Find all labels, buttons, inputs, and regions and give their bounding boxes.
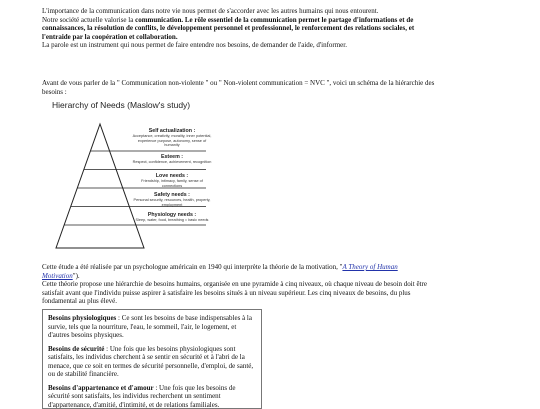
- box-item-security: [48, 345, 256, 379]
- level-name: Safety needs :: [132, 192, 212, 198]
- level-name: Self actualization :: [132, 128, 212, 134]
- level-self-actualization: [132, 128, 212, 148]
- diagram-title: Hierarchy of Needs (Maslow's study): [52, 100, 190, 110]
- study-line-1: [42, 263, 437, 280]
- intro-line-2: [42, 16, 437, 42]
- maslow-diagram: [46, 100, 301, 260]
- level-physiology-needs: [132, 212, 212, 223]
- theory-link[interactable]: A Theory of Human Motivation: [42, 263, 398, 280]
- level-name: Love needs :: [132, 173, 212, 179]
- box-item-belonging: [48, 384, 256, 409]
- nvc-note: Avant de vous parler de la " Communication non-violente " ou " Non-violent communication = NVC ", voici un schéma de la hiérarchie des besoins :: [42, 79, 437, 96]
- level-description: Acceptance, creativity, morality, inner potential, experience purpose, autonomy, sense of humanity: [132, 134, 212, 148]
- study-text: Cette étude a été réalisée par un psychologue américain en 1940 qui interprète la théorie de la motivation, ": [42, 263, 342, 271]
- box-term: Besoins de sécurité: [48, 345, 104, 353]
- level-name: Esteem :: [132, 154, 212, 160]
- intro-line-2-text: Notre société actuelle valorise la: [42, 16, 135, 24]
- level-description: Sleep, water, food, breathing = basic needs: [132, 218, 212, 223]
- study-section: [42, 263, 437, 306]
- level-love-needs: [132, 173, 212, 188]
- study-suffix: ").: [73, 272, 80, 280]
- needs-box: [42, 309, 262, 409]
- box-term: Besoins d'appartenance et d'amour: [48, 384, 154, 392]
- box-text: : Une fois que les besoins de sécurité sont satisfaits, les individus recherchent un sentiment d'appartenance, d'amitié, d'intimité, et de relations familiales.: [48, 384, 235, 409]
- intro-line-1: L'importance de la communication dans notre vie nous permet de s'accorder avec les autres humains qui nous entourent.: [42, 7, 437, 16]
- level-name: Physiology needs :: [132, 212, 212, 218]
- box-text: : Ce sont les besoins de base indispensables à la survie, tels que la nourriture, l'eau, le sommeil, l'air, le logement, et d'autres besoins physiques.: [48, 314, 252, 339]
- intro-line-3: La parole est un instrument qui nous permet de faire entendre nos besoins, de demander de l'aide, d'informer.: [42, 41, 437, 50]
- intro-section: [42, 7, 437, 50]
- level-description: Respect, confidence, achievement, recognition: [132, 160, 212, 165]
- level-esteem: [132, 154, 212, 165]
- box-text: : Une fois que les besoins physiologiques sont satisfaits, les individus cherchent à se sentir en sécurité et à l'abri de la menace, que ce soit en termes de sécurité personnelle, d'emploi, de santé, ou de stabilité financière.: [48, 345, 253, 379]
- level-description: Friendship, intimacy, family, sense of connections: [132, 179, 212, 188]
- intro-line-2-bold: communication. Le rôle essentiel de la communication permet le partage d'informations et de connaissances, la résolution de conflits, le développement personnel et professionnel, le renforcement des relations sociales, et l'entraide par la coopération et collaboration.: [42, 16, 414, 41]
- level-description: Personal security, resources, health, property, employment: [132, 198, 212, 207]
- level-safety-needs: [132, 192, 212, 207]
- box-item-physiological: [48, 314, 256, 340]
- box-term: Besoins physiologiques: [48, 314, 116, 322]
- study-line-2: Cette théorie propose une hiérarchie de besoins humains, organisée en une pyramide à cinq niveaux, où chaque niveau de besoin doit être satisfait avant que l'individu puisse aspirer à satisfaire les besoins situés à un niveau supérieur. Les cinq niveaux de besoins, du plus fondamental au plus élevé.: [42, 280, 437, 306]
